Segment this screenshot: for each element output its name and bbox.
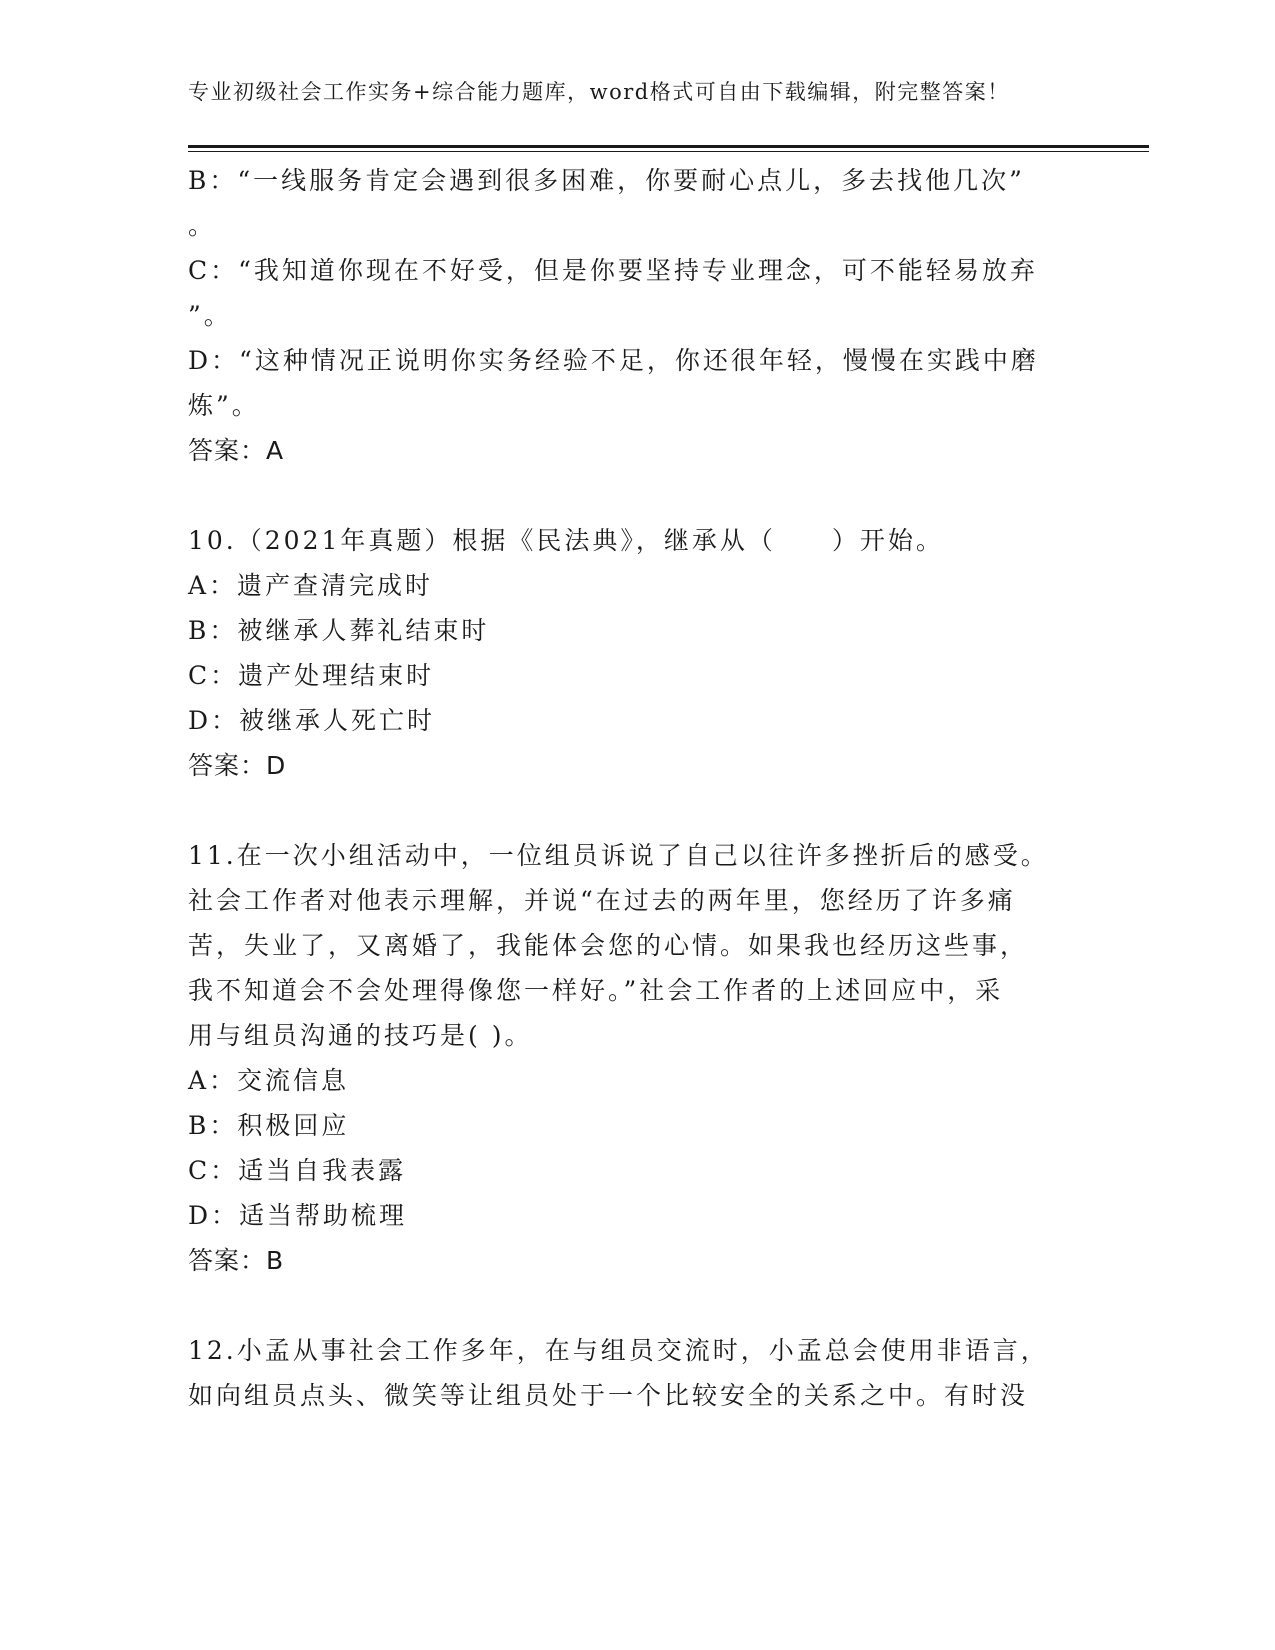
header-rule-thick bbox=[188, 145, 1149, 148]
q11-answer: 答案：B bbox=[188, 1246, 285, 1275]
q11-stem-line-2: 社会工作者对他表示理解，并说“在过去的两年里，您经历了许多痛 bbox=[188, 886, 1016, 915]
q11-stem-line-1: 11.在一次小组活动中，一位组员诉说了自己以往许多挫折后的感受。 bbox=[188, 841, 1049, 870]
q11-option-d: D：适当帮助梳理 bbox=[188, 1201, 408, 1230]
q11-option-a: A：交流信息 bbox=[188, 1066, 350, 1095]
q11-option-c: C：适当自我表露 bbox=[188, 1156, 407, 1185]
q12-stem-line-2: 如向组员点头、微笑等让组员处于一个比较安全的关系之中。有时没 bbox=[188, 1381, 1029, 1410]
q9-option-d: D：“这种情况正说明你实务经验不足，你还很年轻，慢慢在实践中磨 bbox=[188, 346, 1039, 375]
spacer bbox=[188, 473, 1088, 518]
q9-option-c-cont: ”。 bbox=[188, 301, 232, 330]
page-header: 专业初级社会工作实务+综合能力题库，word格式可自由下载编辑，附完整答案！ bbox=[188, 80, 1010, 104]
q9-option-d-cont: 炼”。 bbox=[188, 391, 260, 420]
q10-stem: 10.（2021年真题）根据《民法典》，继承从（ ）开始。 bbox=[188, 526, 944, 555]
q11-stem-line-4: 我不知道会不会处理得像您一样好。”社会工作者的上述回应中，采 bbox=[188, 976, 1004, 1005]
q10-option-a: A：遗产查清完成时 bbox=[188, 571, 434, 600]
q11-stem-line-5: 用与组员沟通的技巧是( )。 bbox=[188, 1021, 533, 1050]
spacer bbox=[188, 788, 1088, 833]
q9-option-b: B：“一线服务肯定会遇到很多困难，你要耐心点儿，多去找他几次” bbox=[188, 166, 1025, 195]
q10-option-d: D：被继承人死亡时 bbox=[188, 706, 436, 735]
q10-option-b: B：被继承人葬礼结束时 bbox=[188, 616, 490, 645]
q9-option-b-cont: 。 bbox=[188, 211, 217, 240]
q11-stem-line-3: 苦，失业了，又离婚了，我能体会您的心情。如果我也经历这些事， bbox=[188, 931, 1029, 960]
q9-answer: 答案：A bbox=[188, 436, 285, 465]
spacer bbox=[188, 1283, 1088, 1328]
q10-answer: 答案：D bbox=[188, 751, 287, 780]
q9-option-c: C：“我知道你现在不好受，但是你要坚持专业理念，可不能轻易放弃 bbox=[188, 256, 1038, 285]
q11-option-b: B：积极回应 bbox=[188, 1111, 350, 1140]
q10-option-c: C：遗产处理结束时 bbox=[188, 661, 435, 690]
header-rule-thin bbox=[188, 151, 1149, 152]
question-content bbox=[188, 158, 1088, 1418]
q12-stem-line-1: 12.小孟从事社会工作多年，在与组员交流时，小孟总会使用非语言， bbox=[188, 1336, 1049, 1365]
